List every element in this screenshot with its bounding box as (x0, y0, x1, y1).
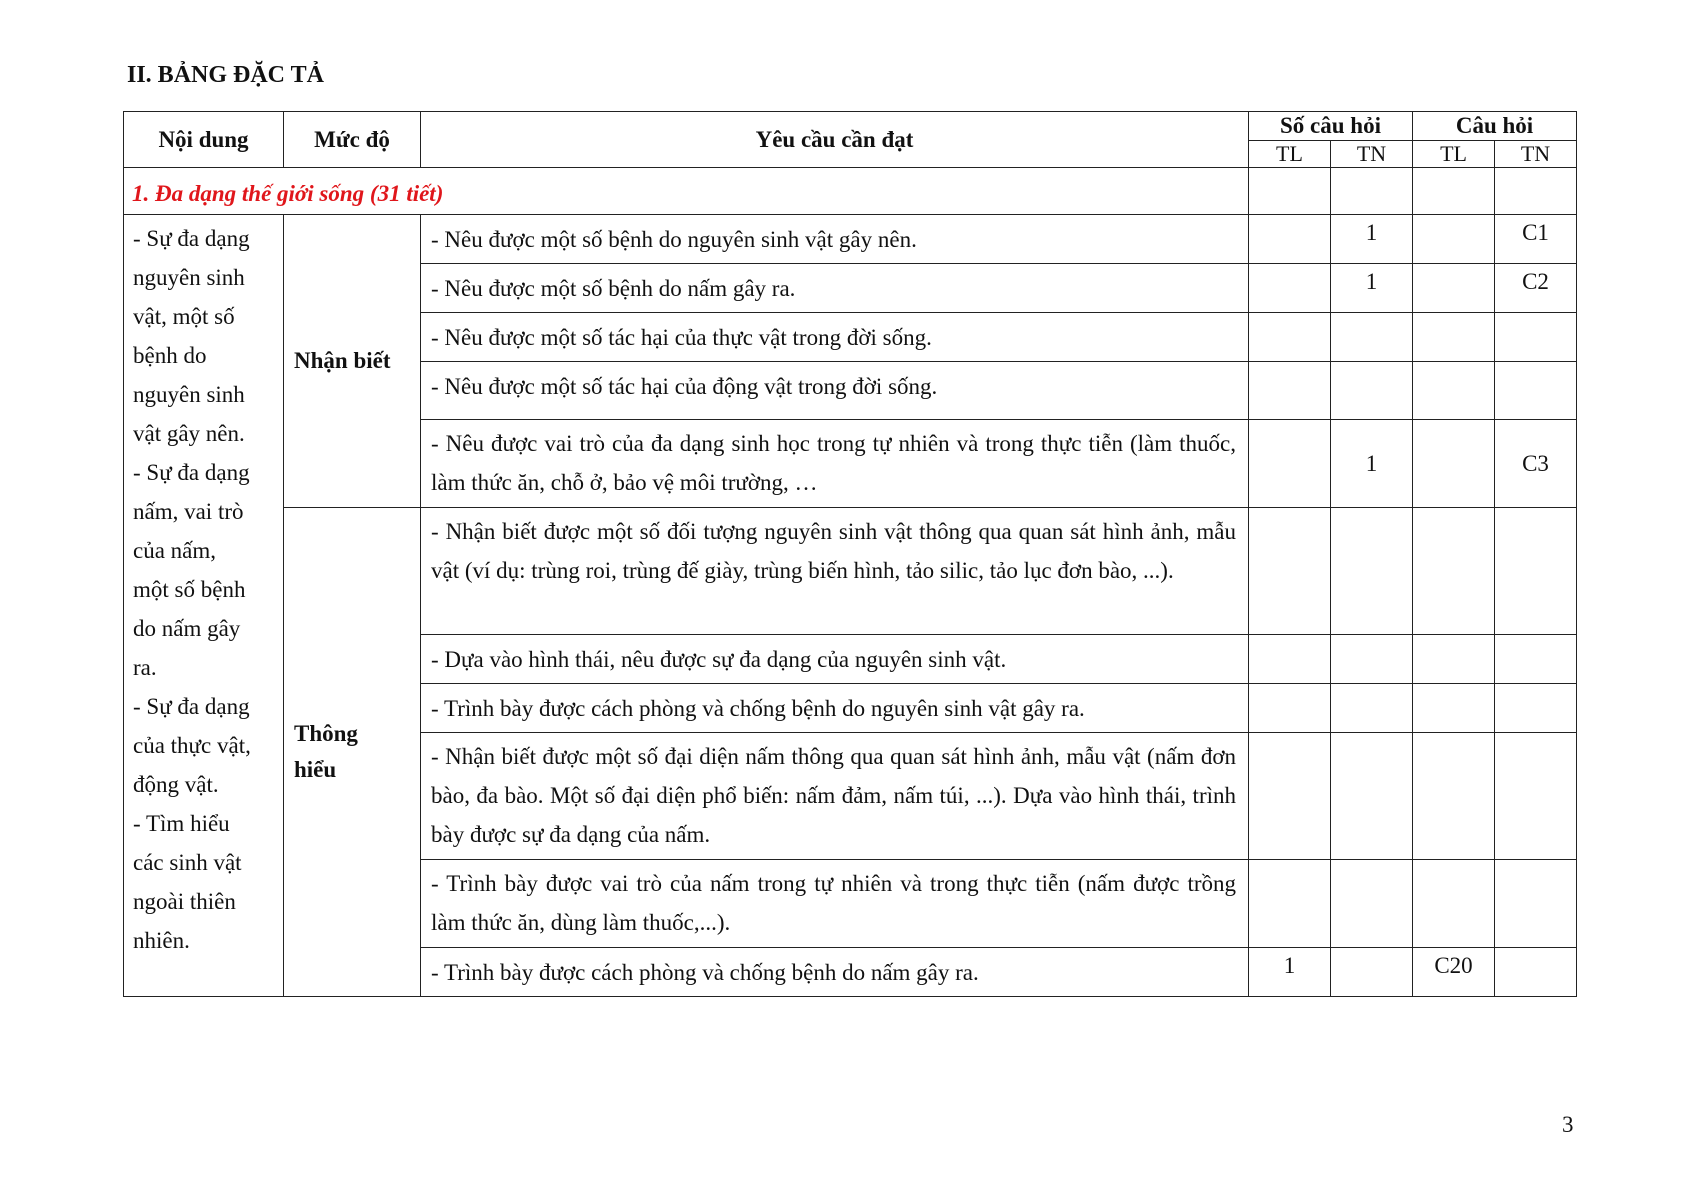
table-cell (1495, 168, 1577, 215)
so-tl-cell (1249, 264, 1331, 313)
section-row (124, 168, 1577, 215)
content-line: nguyên sinh (133, 382, 245, 407)
requirement-cell: - Nêu được một số tác hại của thực vật trong đời sống. (421, 313, 1249, 362)
so-tn-cell (1331, 684, 1413, 733)
subheader-so-tn: TN (1331, 141, 1413, 168)
so-tl-cell (1249, 684, 1331, 733)
table-cell (1413, 168, 1495, 215)
so-tl-cell (1249, 420, 1331, 508)
cau-tl-cell (1413, 508, 1495, 635)
requirement-cell: - Nêu được vai trò của đa dạng sinh học trong tự nhiên và trong thực tiễn (làm thuốc, làm thức ăn, chỗ ở, bảo vệ môi trường, … (421, 420, 1249, 508)
content-line: một số bệnh (133, 577, 246, 602)
content-line: của nấm, (133, 538, 217, 563)
so-tl-cell (1249, 635, 1331, 684)
content-line: của thực vật, (133, 733, 251, 758)
content-cell (124, 215, 284, 997)
header-yeu-cau: Yêu cầu cần đạt (421, 112, 1249, 168)
cau-tl-cell (1413, 215, 1495, 264)
cau-tn-cell: C2 (1495, 264, 1577, 313)
spec-table (123, 111, 1577, 997)
table-cell (1249, 168, 1331, 215)
so-tl-cell: 1 (1249, 948, 1331, 997)
so-tn-cell (1331, 733, 1413, 860)
subheader-so-tl: TL (1249, 141, 1331, 168)
header-cau-hoi: Câu hỏi (1413, 112, 1577, 141)
so-tn-cell (1331, 860, 1413, 948)
section-title: 1. Đa dạng thế giới sống (31 tiết) (124, 168, 1249, 215)
cau-tn-cell (1495, 508, 1577, 635)
content-line: - Sự đa dạng (133, 226, 250, 251)
header-muc-do: Mức độ (284, 112, 421, 168)
cau-tl-cell (1413, 860, 1495, 948)
level-thong-hieu (284, 508, 421, 997)
cau-tn-cell (1495, 860, 1577, 948)
content-line: vật gây nên. (133, 421, 245, 446)
cau-tn-cell: C3 (1495, 420, 1577, 508)
content-line: - Sự đa dạng (133, 460, 250, 485)
content-line: nhiên. (133, 928, 190, 953)
page-number: 3 (1562, 1112, 1574, 1137)
cau-tl-cell (1413, 264, 1495, 313)
so-tl-cell (1249, 362, 1331, 420)
requirement-cell: - Nêu được một số bệnh do nấm gây ra. (421, 264, 1249, 313)
requirement-cell: - Dựa vào hình thái, nêu được sự đa dạng của nguyên sinh vật. (421, 635, 1249, 684)
requirement-cell: - Nhận biết được một số đại diện nấm thông qua quan sát hình ảnh, mẫu vật (nấm đơn bào, đa bào. Một số đại diện phổ biến: nấm đảm, nấm túi, ...). Dựa vào hình thái, trình bày được sự đa dạng của nấm. (421, 733, 1249, 860)
table-row (124, 215, 1577, 264)
cau-tl-cell (1413, 362, 1495, 420)
cau-tn-cell (1495, 362, 1577, 420)
level-thong-hieu-line: Thông (294, 721, 358, 746)
so-tn-cell (1331, 508, 1413, 635)
cau-tl-cell (1413, 420, 1495, 508)
content-line: - Tìm hiểu (133, 811, 230, 836)
header-noi-dung: Nội dung (124, 112, 284, 168)
cau-tn-cell (1495, 733, 1577, 860)
so-tn-cell (1331, 635, 1413, 684)
content-line: các sinh vật (133, 850, 242, 875)
requirement-cell: - Nêu được một số tác hại của động vật trong đời sống. (421, 362, 1249, 420)
content-line: ra. (133, 655, 157, 680)
cau-tn-cell: C1 (1495, 215, 1577, 264)
so-tn-cell: 1 (1331, 420, 1413, 508)
cau-tl-cell: C20 (1413, 948, 1495, 997)
cau-tl-cell (1413, 733, 1495, 860)
requirement-cell: - Trình bày được vai trò của nấm trong tự nhiên và trong thực tiễn (nấm được trồng làm thức ăn, dùng làm thuốc,...). (421, 860, 1249, 948)
so-tn-cell (1331, 313, 1413, 362)
cau-tn-cell (1495, 635, 1577, 684)
level-thong-hieu-line: hiểu (294, 757, 337, 782)
requirement-cell: - Trình bày được cách phòng và chống bệnh do nấm gây ra. (421, 948, 1249, 997)
so-tn-cell (1331, 948, 1413, 997)
content-line: do nấm gây (133, 616, 241, 641)
content-line: bệnh do (133, 343, 207, 368)
so-tn-cell: 1 (1331, 264, 1413, 313)
so-tl-cell (1249, 215, 1331, 264)
subheader-cau-tn: TN (1495, 141, 1577, 168)
so-tl-cell (1249, 508, 1331, 635)
header-so-cau-hoi: Số câu hỏi (1249, 112, 1413, 141)
content-line: ngoài thiên (133, 889, 236, 914)
table-row (124, 508, 1577, 635)
requirement-cell: - Trình bày được cách phòng và chống bệnh do nguyên sinh vật gây ra. (421, 684, 1249, 733)
level-nhan-biet: Nhận biết (284, 215, 421, 508)
so-tl-cell (1249, 860, 1331, 948)
content-line: vật, một số (133, 304, 235, 329)
so-tn-cell (1331, 362, 1413, 420)
so-tn-cell: 1 (1331, 215, 1413, 264)
content-line: nguyên sinh (133, 265, 245, 290)
content-line: - Sự đa dạng (133, 694, 250, 719)
cau-tl-cell (1413, 313, 1495, 362)
cau-tn-cell (1495, 313, 1577, 362)
cau-tn-cell (1495, 684, 1577, 733)
so-tl-cell (1249, 313, 1331, 362)
so-tl-cell (1249, 733, 1331, 860)
subheader-cau-tl: TL (1413, 141, 1495, 168)
table-cell (1331, 168, 1413, 215)
requirement-cell: - Nhận biết được một số đối tượng nguyên sinh vật thông qua quan sát hình ảnh, mẫu vật (ví dụ: trùng roi, trùng đế giày, trùng biến hình, tảo silic, tảo lục đơn bào, ...). (421, 508, 1249, 635)
content-line: nấm, vai trò (133, 499, 244, 524)
cau-tn-cell (1495, 948, 1577, 997)
content-line: động vật. (133, 772, 219, 797)
page-title: II. BẢNG ĐẶC TẢ (127, 62, 324, 88)
header-row (124, 112, 1577, 141)
cau-tl-cell (1413, 635, 1495, 684)
requirement-cell: - Nêu được một số bệnh do nguyên sinh vật gây nên. (421, 215, 1249, 264)
cau-tl-cell (1413, 684, 1495, 733)
